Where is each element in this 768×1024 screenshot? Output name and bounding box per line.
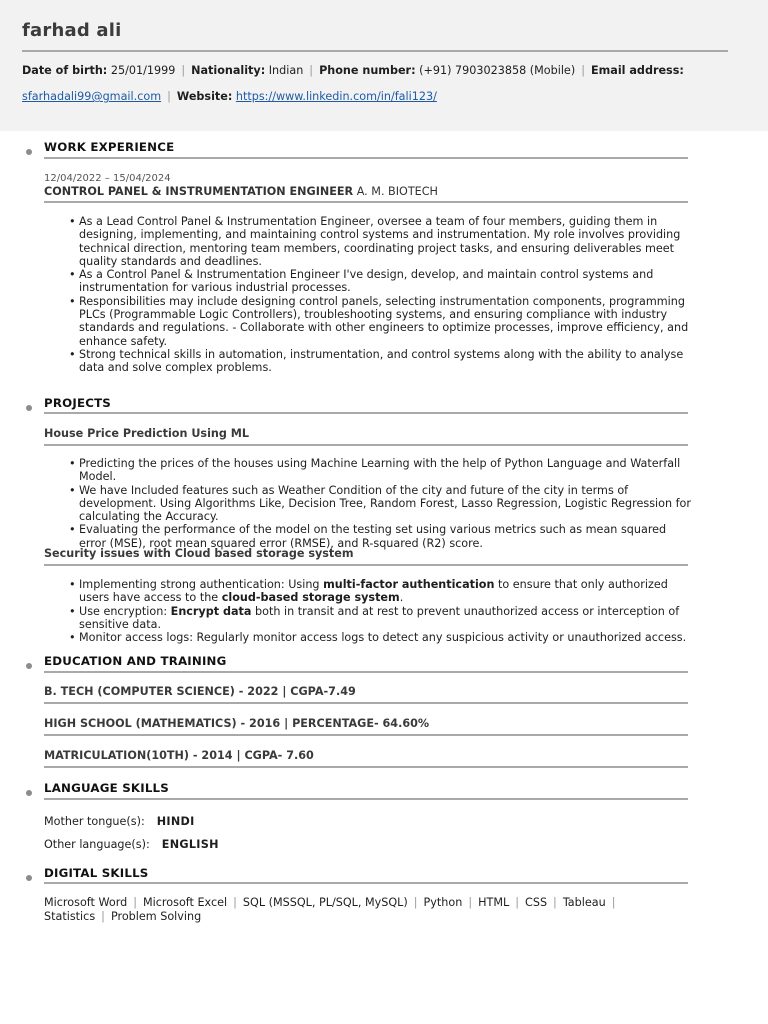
dob-label: Date of birth: [22,64,108,77]
section-title-digital: DIGITAL SKILLS [44,866,149,880]
education-item: B. TECH (COMPUTER SCIENCE) - 2022 | CGPA-7.49 [44,685,356,698]
entry-divider [44,766,688,768]
list-item: • We have Included features such as Weather Condition of the city and future of the city in terms of development. Using Algorithms Like, Decision Tree, Random Forest, Lasso Regression, Logistic Regression for calculating the Accuracy. [60,484,692,524]
list-item: • Evaluating the performance of the model on the testing set using various metrics such as mean squared error (MSE), root mean squared error (RMSE), and R-squared (R2) score. [60,523,692,550]
other-language-label: Other language(s): [44,838,150,851]
email-link[interactable]: sfarhadali99@gmail.com [22,90,162,103]
personal-info-line-2: sfarhadali99@gmail.com | Website: https://www.linkedin.com/in/fali123/ [22,90,437,103]
email-label: Email address: [590,64,684,77]
bullet-emphasis: multi-factor authentication [323,578,495,591]
bullet-text: . [399,591,404,605]
section-divider [44,798,688,800]
list-item: • Responsibilities may include designing control panels, selecting instrumentation components, programming PLCs (Programmable Logic Controllers), troubleshooting systems, and ensuring compliance with industry standards and regulations. - Collaborate with other engineers to optimize processes, improve efficiency, and enhance safety. [60,295,692,348]
other-language-value: ENGLISH [161,838,219,851]
phone-value: (+91) 7903023858 (Mobile) [419,64,576,77]
skill-item: Tableau [562,896,606,909]
section-title-languages: LANGUAGE SKILLS [44,781,169,795]
bullet-text: Use encryption: [79,604,171,618]
phone-label: Phone number: [319,64,416,77]
project-2-bullet-list [60,578,692,644]
header-divider [22,50,728,52]
bullet-emphasis: Encrypt data [170,604,252,618]
skill-item: Statistics [44,909,96,923]
skill-item: Python [423,896,463,909]
skill-item: SQL (MSSQL, PL/SQL, MySQL) [242,896,408,909]
work-bullet-list [60,215,692,375]
website-label: Website: [176,90,233,103]
section-title-projects: PROJECTS [44,396,112,410]
entry-divider [44,702,688,704]
skill-item: Microsoft Word [44,896,128,909]
bullet-text: both in transit and at rest to prevent unauthorized access or interception of sensitive data. [79,604,680,631]
entry-divider [44,564,688,566]
skill-item: Problem Solving [110,909,202,923]
project-title-2: Security issues with Cloud based storage system [44,547,354,560]
bullet-emphasis: cloud-based storage system [221,591,400,605]
list-item: • Strong technical skills in automation, instrumentation, and control systems along with the ability to analyse data and solve complex problems. [60,348,692,375]
section-divider [44,157,688,159]
digital-skills-list: Microsoft Word | Microsoft Excel | SQL (MSSQL, PL/SQL, MySQL) | Python | HTML | CSS | Tableau | Statistics | Problem Solving [44,896,616,923]
work-role [44,185,438,198]
dob-value: 25/01/1999 [110,64,176,77]
section-marker [26,405,32,411]
work-company: A. M. BIOTECH [356,185,438,198]
section-divider [44,412,688,414]
bullet-text: Implementing strong authentication: Using [79,578,324,591]
list-item: • Predicting the prices of the houses using Machine Learning with the help of Python Language and Waterfall Model. [60,457,692,484]
list-item: • Monitor access logs: Regularly monitor access logs to detect any suspicious activity or unauthorized access. [60,631,692,644]
section-marker [26,149,32,155]
list-item [60,605,692,632]
entry-divider [44,734,688,736]
mother-tongue-label: Mother tongue(s): [44,815,145,828]
section-marker [26,663,32,669]
section-marker [26,790,32,796]
section-divider [44,671,688,673]
section-title-education: EDUCATION AND TRAINING [44,654,227,668]
section-divider [44,882,688,884]
education-item: HIGH SCHOOL (MATHEMATICS) - 2016 | PERCENTAGE- 64.60% [44,717,430,730]
personal-info-line-1: Date of birth: 25/01/1999 | Nationality: Indian | Phone number: (+91) 7903023858 (Mobile) | Email address: [22,64,684,77]
section-title-work: WORK EXPERIENCE [44,140,175,154]
list-item: • As a Control Panel & Instrumentation Engineer I've design, develop, and maintain control systems and instrumentation for various industrial processes. [60,268,692,295]
website-link[interactable]: https://www.linkedin.com/in/fali123/ [235,90,437,103]
entry-divider [44,444,688,446]
section-marker [26,875,32,881]
skill-item: CSS [525,896,548,909]
other-language-row [44,838,219,851]
candidate-name: farhad ali [22,20,122,41]
list-item: • As a Lead Control Panel & Instrumentation Engineer, oversee a team of four members, guiding them in designing, implementing, and maintaining control systems and instrumentation. My role involves providing technical direction, mentoring team members, coordinating project tasks, and ensuring deliverables meet quality standards and deadlines. [60,215,692,268]
entry-divider [44,201,688,203]
work-dates: 12/04/2022 – 15/04/2024 [44,173,171,184]
bullet-text: to ensure that only authorized users have access to the [79,578,668,605]
nationality-value: Indian [268,64,304,77]
project-1-bullet-list [60,457,692,550]
mother-tongue-row [44,815,195,828]
work-role-title: CONTROL PANEL & INSTRUMENTATION ENGINEER [44,185,354,198]
list-item [60,578,692,605]
skill-item: Microsoft Excel [143,896,228,909]
nationality-label: Nationality: [191,64,266,77]
skill-item: HTML [478,896,510,909]
mother-tongue-value: HINDI [156,815,195,828]
header [0,0,768,131]
education-item: MATRICULATION(10TH) - 2014 | CGPA- 7.60 [44,749,314,762]
project-title-1: House Price Prediction Using ML [44,427,250,440]
